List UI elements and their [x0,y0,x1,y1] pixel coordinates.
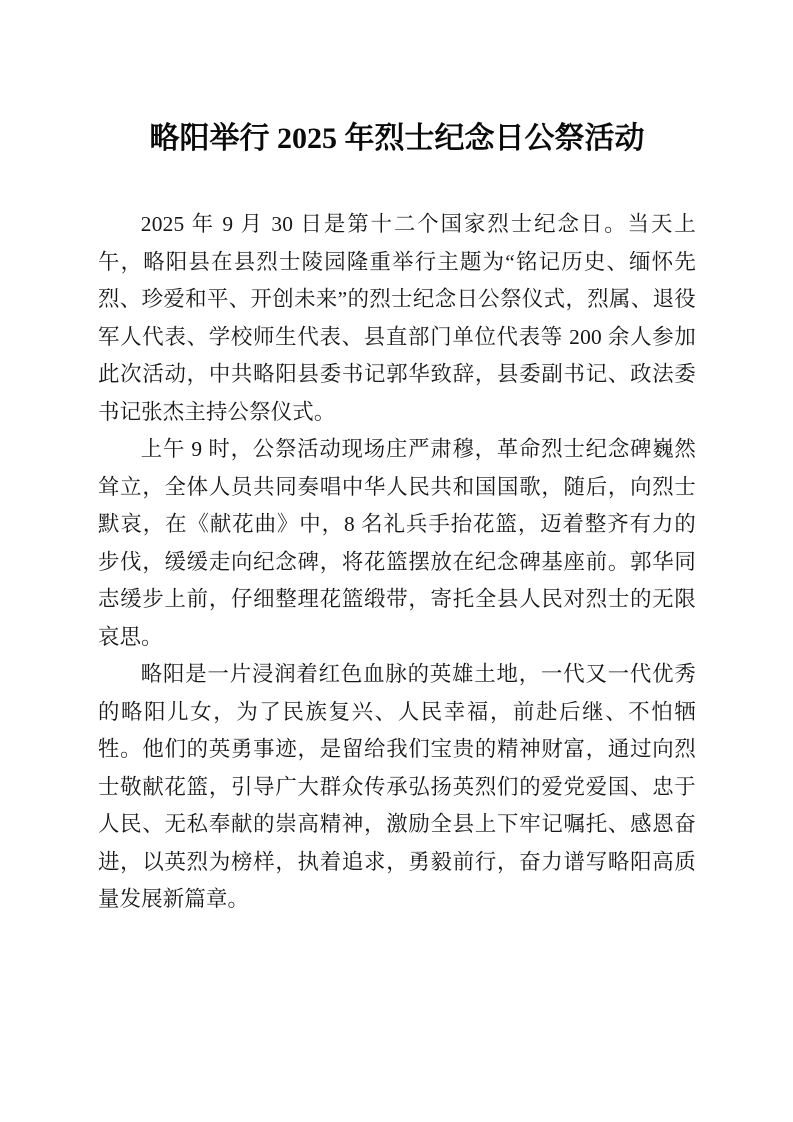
document-content [98,0,696,919]
paragraph-ceremony-proceedings: 上午 9 时，公祭活动现场庄严肃穆，革命烈士纪念碑巍然耸立，全体人员共同奏唱中华人民共和国国歌，随后，向烈士默哀，在《献花曲》中，8 名礼兵手抬花篮，迈着整齐有力的步伐，缓缓走向纪念碑，将花篮摆放在纪念碑基座前。郭华同志缓步上前，仔细整理花篮缎带，寄托全县人民对烈士的无限哀思。 [98,437,696,649]
document-title: 略阳举行 2025 年烈士纪念日公祭活动 [149,122,645,155]
document-body [98,206,696,919]
paragraph-heroic-legacy: 略阳是一片浸润着红色血脉的英雄土地，一代又一代优秀的略阳儿女，为了民族复兴、人民幸福，前赴后继、不怕牺牲。他们的英勇事迹，是留给我们宝贵的精神财富，通过向烈士敬献花篮，引导广大群众传承弘扬英烈们的爱党爱国、忠于人民、无私奉献的崇高精神，激励全县上下牢记嘱托、感恩奋进，以英烈为榜样，执着追求，勇毅前行，奋力谱写略阳高质量发展新篇章。 [98,662,696,911]
paragraph-ceremony-overview: 2025 年 9 月 30 日是第十二个国家烈士纪念日。当天上午，略阳县在县烈士陵园隆重举行主题为“铭记历史、缅怀先烈、珍爱和平、开创未来”的烈士纪念日公祭仪式，烈属、退役军人代表、学校师生代表、县直部门单位代表等 200 余人参加此次活动，中共略阳县委书记郭华致辞，县委副书记、政法委书记张杰主持公祭仪式。 [98,212,696,424]
